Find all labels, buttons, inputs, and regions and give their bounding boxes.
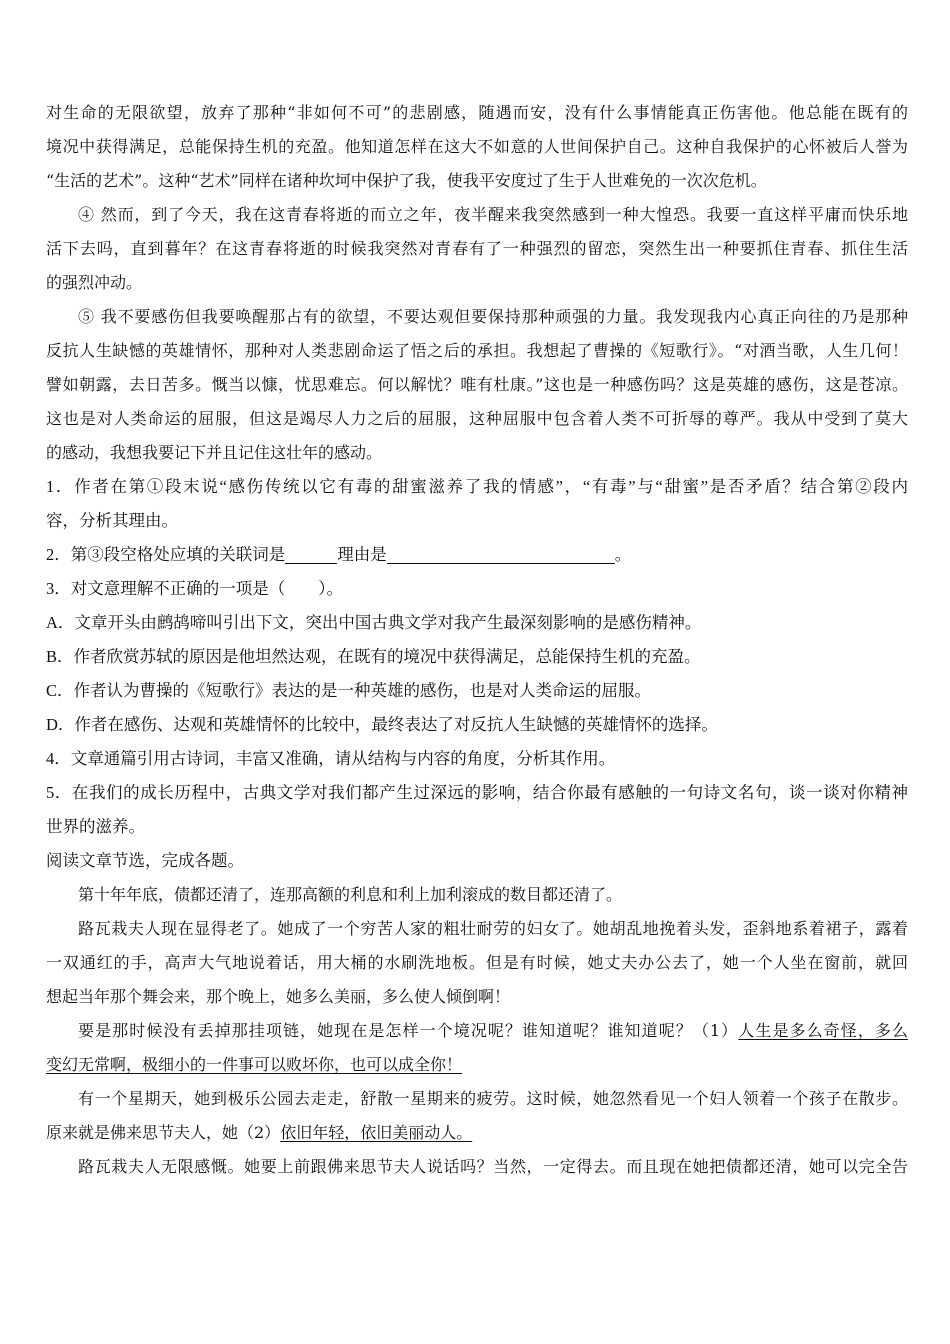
text-line: 这也是对人类命运的屈服，但这是竭尽人力之后的屈服，这种屈服中包含着人类不可折辱的尊严。我从中受到了莫大 bbox=[46, 409, 908, 428]
underlined-sentence-2: 依旧年轻，依旧美丽动人。 bbox=[280, 1123, 473, 1142]
question-text: 。 bbox=[614, 545, 632, 564]
text-line: 譬如朝露，去日苦多。慨当以慷，忧思难忘。何以解忧？唯有杜康。”这也是一种感伤吗？这是英雄的感伤，这是苍凉。 bbox=[46, 375, 908, 394]
question-3: 3．对文意理解不正确的一项是（ ）。 bbox=[46, 579, 343, 598]
question-text: 理由是 bbox=[337, 545, 387, 564]
text-line bbox=[46, 1048, 908, 1082]
text-line bbox=[46, 1014, 908, 1048]
underlined-sentence-1: 人生是多么奇怪，多么 bbox=[738, 1021, 908, 1040]
text-line: “生活的艺术”。这种“艺术”同样在诸种坎坷中保护了我，使我平安度过了生于人世难免的一次次危机。 bbox=[46, 171, 767, 190]
text-line: ⑤ 我不要感伤但我要唤醒那占有的欲望，不要达观但要保持那种顽强的力量。我发现我内心真正向往的乃是那种 bbox=[78, 307, 908, 326]
text-line: 的感动，我想我要记下并且记住这壮年的感动。 bbox=[46, 443, 383, 462]
excerpt-paragraph-5: 路瓦栽夫人无限感慨。她要上前跟佛来思节夫人说话吗？当然，一定得去。而且现在她把债都还清，她可以完全告 bbox=[78, 1157, 908, 1176]
excerpt-paragraph-2 bbox=[46, 912, 908, 1014]
text-line: 想起当年那个舞会来，那个晚上，她多么美丽，多么使人倾倒啊！ bbox=[46, 987, 511, 1006]
question-4: 4．文章通篇引用古诗词，丰富又准确，请从结构与内容的角度，分析其作用。 bbox=[46, 749, 616, 768]
question-5 bbox=[46, 776, 908, 844]
answer-blank-connective[interactable] bbox=[285, 545, 337, 564]
question-2 bbox=[46, 538, 908, 572]
text-line: 活下去吗，直到暮年？在这青春将逝的时候我突然对青春有了一种强烈的留恋，突然生出一种要抓住青春、抓住生活 bbox=[46, 239, 908, 258]
excerpt-paragraph-3 bbox=[46, 1014, 908, 1082]
text-line: 反抗人生缺憾的英雄情怀，那种对人类悲剧命运了悟之后的承担。我想起了曹操的《短歌行》。“对酒当歌，人生几何！ bbox=[46, 341, 908, 360]
text-line: 的强烈冲动。 bbox=[46, 273, 143, 292]
question-text: 5．在我们的成长历程中，古典文学对我们都产生过深远的影响，结合你最有感触的一句诗文名句，谈一谈对你精神 bbox=[46, 783, 908, 802]
excerpt-paragraph-4 bbox=[46, 1082, 908, 1150]
passage-paragraph-3 bbox=[46, 96, 908, 198]
question-text: 1．作者在第①段末说“感伤传统以它有毒的甜蜜滋养了我的情感”，“有毒”与“甜蜜”是否矛盾？结合第②段内 bbox=[46, 477, 908, 496]
passage-paragraph-5 bbox=[46, 300, 908, 470]
text-line: 一双通红的手，高声大气地说着话，用大桶的水刷洗地板。但是有时候，她丈夫办公去了，她一个人坐在窗前，就回 bbox=[46, 953, 908, 972]
text-line bbox=[46, 1116, 908, 1150]
text-line: 有一个星期天，她到极乐公园去走走，舒散一星期来的疲劳。这时候，她忽然看见一个妇人领着一个孩子在散步。 bbox=[78, 1089, 908, 1108]
question-text: 世界的滋养。 bbox=[46, 817, 145, 836]
answer-blank-reason[interactable] bbox=[387, 545, 615, 564]
option-b: B．作者欣赏苏轼的原因是他坦然达观，在既有的境况中获得满足，总能保持生机的充盈。 bbox=[46, 647, 701, 666]
option-d: D．作者在感伤、达观和英雄情怀的比较中，最终表达了对反抗人生缺憾的英雄情怀的选择。 bbox=[46, 715, 718, 734]
question-text: 2．第③段空格处应填的关联词是 bbox=[46, 545, 286, 564]
question-text: 容，分析其理由。 bbox=[46, 511, 178, 530]
excerpt-paragraph-1: 第十年年底，债都还清了，连那高额的利息和利上加利滚成的数目都还清了。 bbox=[78, 885, 623, 904]
option-a: A．文章开头由鹧鸪啼叫引出下文，突出中国古典文学对我产生最深刻影响的是感伤精神。 bbox=[46, 613, 702, 632]
text-line: 境况中获得满足，总能保持生机的充盈。他知道怎样在这大不如意的人世间保护自己。这种自我保护的心怀被后人誉为 bbox=[46, 137, 908, 156]
text-segment: 要是那时候没有丢掉那挂项链，她现在是怎样一个境况呢？谁知道呢？谁知道呢？（1） bbox=[78, 1021, 739, 1040]
text-line: 对生命的无限欲望，放弃了那种“非如何不可”的悲剧感，随遇而安，没有什么事情能真正伤害他。他总能在既有的 bbox=[46, 103, 908, 122]
question-1 bbox=[46, 470, 908, 538]
text-line: ④ 然而，到了今天，我在这青春将逝的而立之年，夜半醒来我突然感到一种大惶恐。我要一直这样平庸而快乐地 bbox=[78, 205, 908, 224]
text-line: 路瓦栽夫人现在显得老了。她成了一个穷苦人家的粗壮耐劳的妇女了。她胡乱地挽着头发，歪斜地系着裙子，露着 bbox=[78, 919, 908, 938]
underlined-sentence-1-cont: 变幻无常啊，极细小的一件事可以败坏你，也可以成全你！ bbox=[46, 1055, 463, 1074]
passage-paragraph-4 bbox=[46, 198, 908, 300]
document-page bbox=[46, 96, 908, 1184]
text-segment: 原来就是佛来思节夫人，她（2） bbox=[46, 1123, 281, 1142]
reading-intro: 阅读文章节选，完成各题。 bbox=[46, 851, 244, 870]
option-c: C．作者认为曹操的《短歌行》表达的是一种英雄的感伤，也是对人类命运的屈服。 bbox=[46, 681, 652, 700]
